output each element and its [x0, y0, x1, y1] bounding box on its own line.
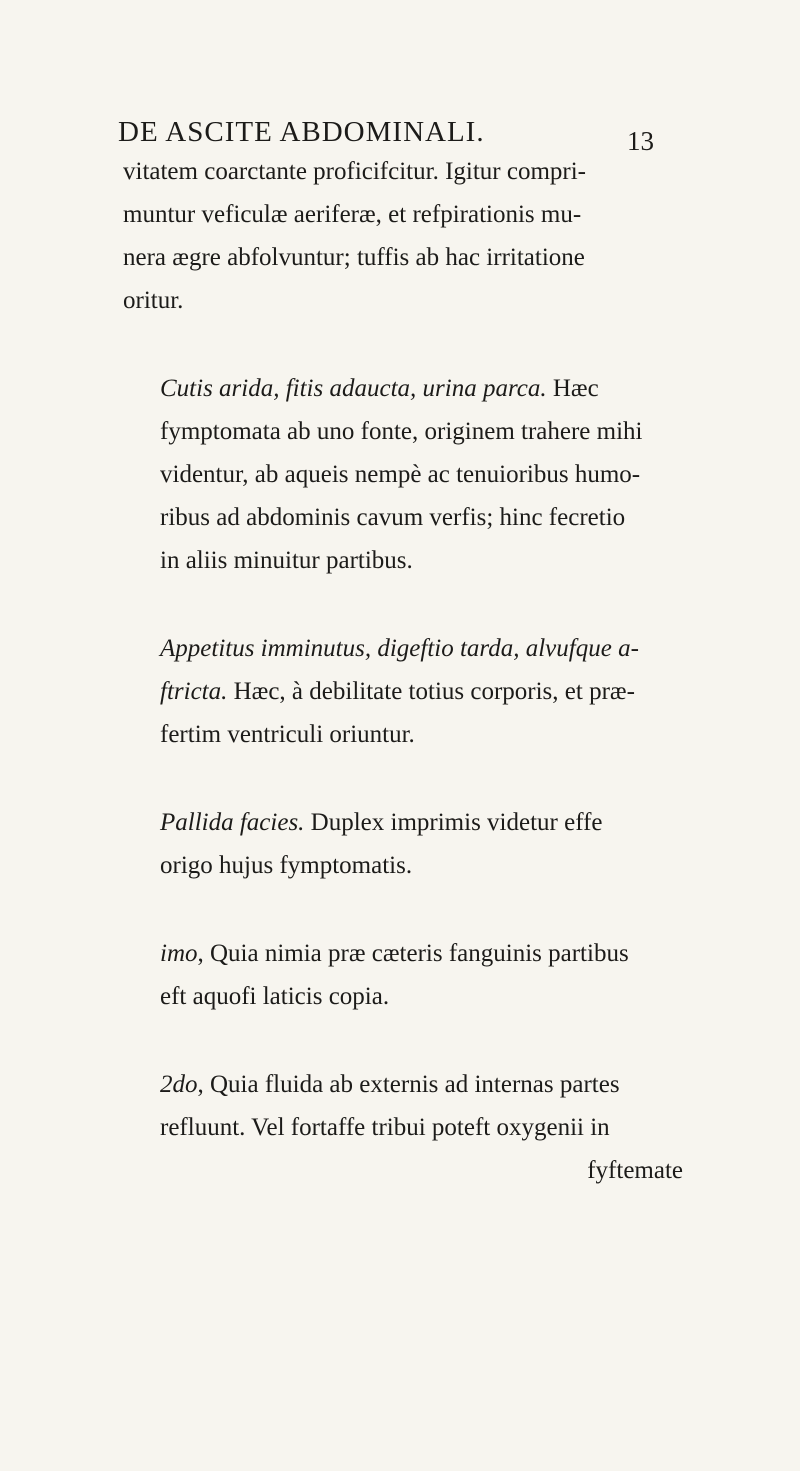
text-run: ribus ad abdominis cavum verfis; hinc fecretio: [160, 504, 626, 531]
text-line: [123, 1149, 683, 1192]
text-line: [123, 844, 683, 887]
text-line: [123, 1063, 683, 1106]
text-line: [123, 539, 683, 582]
text-line: [123, 367, 683, 410]
text-run: , Quia fluida ab externis ad internas partes: [197, 1071, 620, 1098]
page-number: 13: [627, 126, 654, 156]
paragraph: [123, 932, 683, 1018]
text-line: [123, 453, 683, 496]
text-run: vitatem coarctante proficifcitur. Igitur compri-: [123, 158, 587, 185]
running-title: DE ASCITE ABDOMINALI.: [118, 116, 485, 148]
italic-run: Pallida facies.: [160, 809, 305, 836]
text-run: fymptomata ab uno fonte, originem trahere mihi: [160, 418, 643, 445]
text-run: nera ægre abfolvuntur; tuffis ab hac irritatione: [123, 244, 585, 271]
italic-run: Appetitus imminutus, digeftio tarda, alvufque a-: [160, 635, 639, 662]
text-run: Hæc: [546, 375, 599, 402]
italic-run: imo: [160, 940, 198, 967]
text-run: Hæc, à debilitate totius corporis, et præ-: [227, 678, 635, 705]
italic-run: Cutis arida, fitis adaucta, urina parca.: [160, 375, 547, 402]
text-run: origo hujus fymptomatis.: [160, 852, 413, 879]
text-line: [123, 713, 683, 756]
paragraph: [123, 1063, 683, 1192]
italic-run: ftricta.: [160, 678, 228, 705]
body-text: [123, 150, 683, 1192]
text-run: muntur veficulæ aeriferæ, et refpirationis mu-: [123, 201, 582, 228]
text-line: [123, 236, 683, 279]
text-run: fyftemate: [587, 1157, 683, 1184]
text-line: [123, 975, 683, 1018]
text-run: refluunt. Vel fortaffe tribui poteft oxygenii in: [160, 1114, 610, 1141]
italic-run: 2do: [160, 1071, 198, 1098]
text-line: [123, 1106, 683, 1149]
text-line: [123, 670, 683, 713]
text-run: oritur.: [123, 287, 184, 314]
text-line: [123, 279, 683, 322]
text-run: Duplex imprimis videtur effe: [304, 809, 603, 836]
text-line: [123, 496, 683, 539]
text-run: fertim ventriculi oriuntur.: [160, 721, 415, 748]
paragraph: [123, 801, 683, 887]
text-run: videntur, ab aqueis nempè ac tenuioribus humo-: [160, 461, 641, 488]
text-line: [123, 410, 683, 453]
text-run: eft aquofi laticis copia.: [160, 983, 390, 1010]
paragraph: [123, 367, 683, 582]
paragraph: [123, 627, 683, 756]
text-run: , Quia nimia præ cæteris fanguinis partibus: [197, 940, 629, 967]
paragraph: [123, 150, 683, 322]
text-line: [123, 150, 683, 193]
text-line: [123, 932, 683, 975]
text-line: [123, 801, 683, 844]
text-line: [123, 627, 683, 670]
text-run: in aliis minuitur partibus.: [160, 547, 413, 574]
text-line: [123, 193, 683, 236]
